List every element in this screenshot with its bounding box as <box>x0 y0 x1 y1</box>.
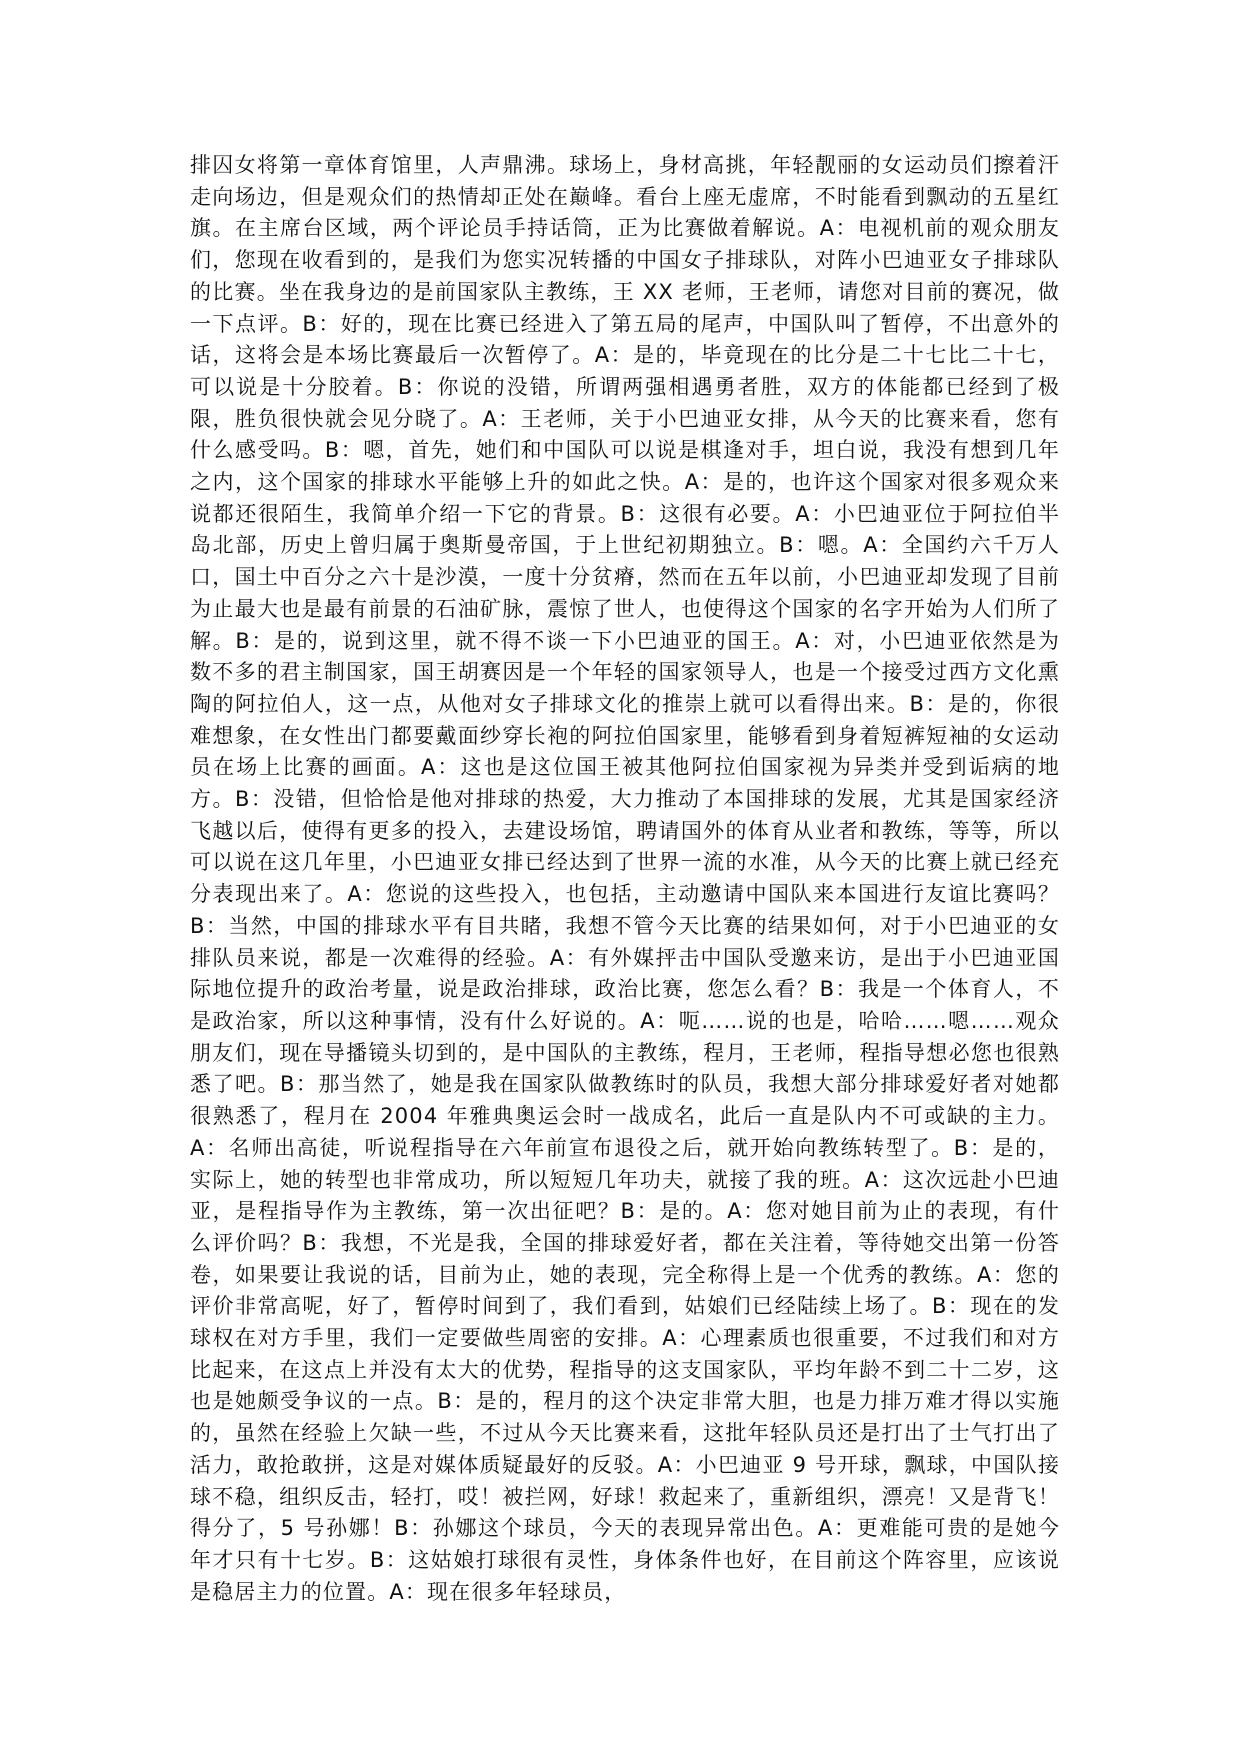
body-text: 排囚女将第一章体育馆里，人声鼎沸。球场上，身材高挑，年轻靓丽的女运动员们擦着汗走向场边，但是观众们的热情却正处在巅峰。看台上座无虚席，不时能看到飘动的五星红旗。在主席台区域，两个评论员手持话筒，正为比赛做着解说。A：电视机前的观众朋友们，您现在收看到的，是我们为您实况转播的中国女子排球队，对阵小巴迪亚女子排球队的比赛。坐在我身边的是前国家队主教练，王 XX 老师，王老师，请您对目前的赛况，做一下点评。B：好的，现在比赛已经进入了第五局的尾声，中国队叫了暂停，不出意外的话，这将会是本场比赛最后一次暂停了。A：是的，毕竟现在的比分是二十七比二十七，可以说是十分胶着。B：你说的没错，所谓两强相遇勇者胜，双方的体能都已经到了极限，胜负很快就会见分晓了。A：王老师，关于小巴迪亚女排，从今天的比赛来看，您有什么感受吗。B：嗯，首先，她们和中国队可以说是棋逢对手，坦白说，我没有想到几年之内，这个国家的排球水平能够上升的如此之快。A：是的，也许这个国家对很多观众来说都还很陌生，我简单介绍一下它的背景。B：这很有必要。A：小巴迪亚位于阿拉伯半岛北部，历史上曾归属于奥斯曼帝国，于上世纪初期独立。B：嗯。A：全国约六千万人口，国土中百分之六十是沙漠，一度十分贫瘠，然而在五年以前，小巴迪亚却发现了目前为止最大也是最有前景的石油矿脉，震惊了世人，也使得这个国家的名字开始为人们所了解。B：是的，说到这里，就不得不谈一下小巴迪亚的国王。A：对，小巴迪亚依然是为数不多的君主制国家，国王胡赛因是一个年轻的国家领导人，也是一个接受过西方文化熏陶的阿拉伯人，这一点，从他对女子排球文化的推崇上就可以看得出来。B：是的，你很难想象，在女性出门都要戴面纱穿长袍的阿拉伯国家里，能够看到身着短裤短袖的女运动员在场上比赛的画面。A：这也是这位国王被其他阿拉伯国家视为异类并受到诟病的地方。B：没错，但恰恰是他对排球的热爱，大力推动了本国排球的发展，尤其是国家经济飞越以后，使得有更多的投入，去建设场馆，聘请国外的体育从业者和教练，等等，所以可以说在这几年里，小巴迪亚女排已经达到了世界一流的水准，从今天的比赛上就已经充分表现出来了。A：您说的这些投入，也包括，主动邀请中国队来本国进行友谊比赛吗？B：当然，中国的排球水平有目共睹，我想不管今天比赛的结果如何，对于小巴迪亚的女排队员来说，都是一次难得的经验。A：有外媒抨击中国队受邀来访，是出于小巴迪亚国际地位提升的政治考量，说是政治排球，政治比赛，您怎么看？B：我是一个体育人，不是政治家，所以这种事情，没有什么好说的。A：呃……说的也是，哈哈……嗯……观众朋友们，现在导播镜头切到的，是中国队的主教练，程月，王老师，程指导想必您也很熟悉了吧。B：那当然了，她是我在国家队做教练时的队员，我想大部分排球爱好者对她都很熟悉了，程月在 2004 年雅典奥运会时一战成名，此后一直是队内不可或缺的主力。A：名师出高徒，听说程指导在六年前宣布退役之后，就开始向教练转型了。B：是的，实际上，她的转型也非常成功，所以短短几年功夫，就接了我的班。A：这次远赴小巴迪亚，是程指导作为主教练，第一次出征吧？B：是的。A：您对她目前为止的表现，有什么评价吗？B：我想，不光是我，全国的排球爱好者，都在关注着，等待她交出第一份答卷，如果要让我说的话，目前为止，她的表现，完全称得上是一个优秀的教练。A：您的评价非常高呢，好了，暂停时间到了，我们看到，姑娘们已经陆续上场了。B：现在的发球权在对方手里，我们一定要做些周密的安排。A：心理素质也很重要，不过我们和对方比起来，在这点上并没有太大的优势，程指导的这支国家队，平均年龄不到二十二岁，这也是她颇受争议的一点。B：是的，程月的这个决定非常大胆，也是力排万难才得以实施的，虽然在经验上欠缺一些，不过从今天比赛来看，这批年轻队员还是打出了士气打出了活力，敢抢敢拼，这是对媒体质疑最好的反驳。A：小巴迪亚 9 号开球，飘球，中国队接球不稳，组织反击，轻打，哎！被拦网，好球！救起来了，重新组织，漂亮！又是背飞！得分了，5 号孙娜！B：孙娜这个球员，今天的表现异常出色。A：更难能可贵的是她今年才只有十七岁。B：这姑娘打球很有灵性，身体条件也好，在目前这个阵容里，应该说是稳居主力的位置。A：现在很多年轻球员， <box>190 153 1060 1604</box>
